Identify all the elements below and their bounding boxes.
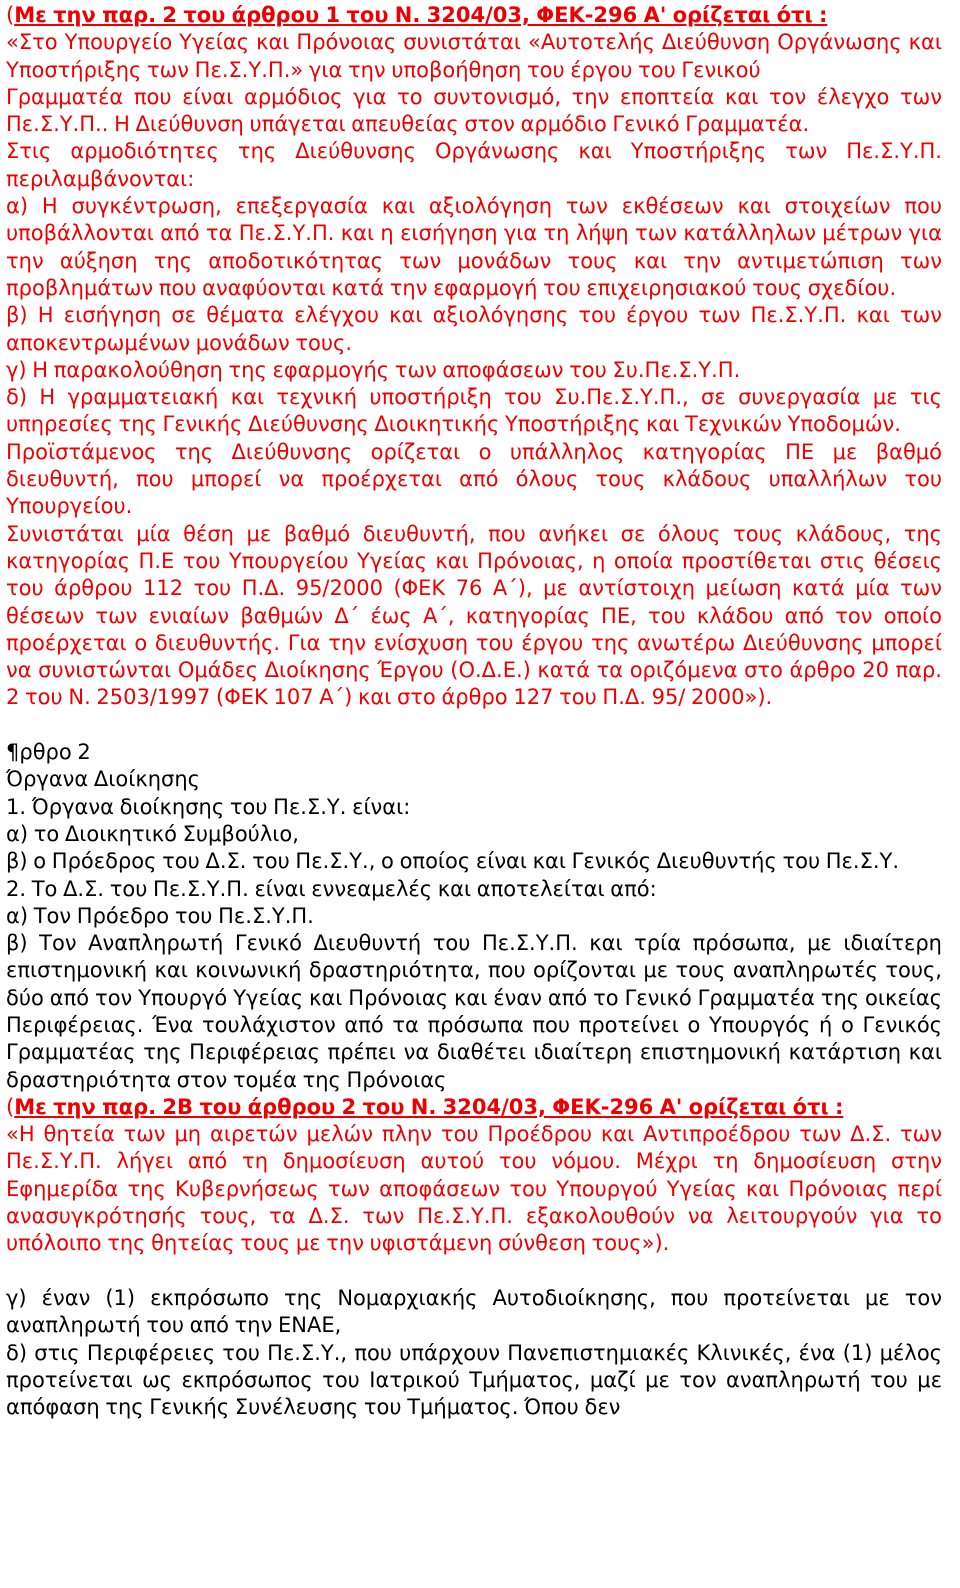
amendment-reference-1 (6, 2, 942, 29)
amendment-block-1 (6, 2, 942, 712)
list-item: γ) έναν (1) εκπρόσωπο της Νομαρχιακής Αυτοδιοίκησης, που προτείνεται με τον αναπληρωτή του από την ΕΝΑΕ, (6, 1285, 942, 1338)
list-item: 1. Όργανα διοίκησης του Πε.Σ.Υ. είναι: (6, 794, 411, 819)
amendment-reference-2 (6, 1094, 942, 1121)
list-item: α) Η συγκέντρωση, επεξεργασία και αξιολόγηση των εκθέσεων και στοιχείων που υποβάλλονται από τα Πε.Σ.Υ.Π. και η εισήγηση για τη λήψη των κατάλληλων μέτρων για την αύξηση της αποδοτικότητας των μονάδων τους και την αντιμετώπιση των προβλημάτων που αναφύονται κατά την εφαρμογή του επιχειρησιακού τους σχεδίου. (6, 194, 942, 300)
paragraph: Στις αρμοδιότητες της Διεύθυνσης Οργάνωσης και Υποστήριξης των Πε.Σ.Υ.Π. περιλαμβάνονται: (6, 139, 942, 191)
article-title: Όργανα Διοίκησης (6, 767, 200, 792)
amendment-block-2 (6, 1094, 942, 1258)
list-item: γ) Η παρακολούθηση της εφαρμογής των αποφάσεων του Συ.Πε.Σ.Υ.Π. (6, 357, 741, 382)
paragraph: «Στο Υπουργείο Υγείας και Πρόνοιας συνιστάται «Αυτοτελής Διεύθυνση Οργάνωσης και Υποστήριξης των Πε.Σ.Υ.Π.» για την υποβοήθηση του έργου του Γενικού (6, 30, 942, 82)
paragraph: Γραμματέα που είναι αρμόδιος για το συντονισμό, την εποπτεία και τον έλεγχο των Πε.Σ.Υ.Π.. Η Διεύθυνση υπάγεται απευθείας στον αρμόδιο Γενικό Γραμματέα. (6, 84, 942, 137)
list-item: δ) στις Περιφέρειες του Πε.Σ.Υ., που υπάρχουν Πανεπιστημιακές Κλινικές, ένα (1) μέλος προτείνεται ως εκπρόσωπος του Ιατρικού Τμήματος, μαζί με τον αναπληρωτή του με απόφαση της Γενικής Συνέλευσης του Τμήματος. Όπου δεν (6, 1340, 942, 1420)
list-item: β) Τον Αναπληρωτή Γενικό Διευθυντή του Πε.Σ.Υ.Π. και τρία πρόσωπα, με ιδιαίτερη επιστημονική και κοινωνική δραστηριότητα, που ορίζονται με τους αναπληρωτές τους, δύο από τον Υπουργό Υγείας και Πρόνοιας και έναν από το Γενικό Γραμματέα της οικείας Περιφέρειας. Ένα τουλάχιστον από τα πρόσωπα που προτείνει ο Υπουργός ή ο Γενικός Γραμματέας της Περιφέρειας πρέπει να διαθέτει ιδιαίτερη επιστημονική κατάρτιση και δραστηριότητα στον τομέα της Πρόνοιας (6, 931, 942, 1092)
paragraph: «Η θητεία των μη αιρετών μελών πλην του Προέδρου και Αντιπροέδρου των Δ.Σ. των Πε.Σ.Υ.Π. λήγει από τη δημοσίευση αυτού του νόμου. Μέχρι τη δημοσίευση στην Εφημερίδα της Κυβερνήσεως των αποφάσεων του Υπουργού Υγείας και Πρόνοιας περί ανασυγκρότησής τους, τα Δ.Σ. των Πε.Σ.Υ.Π. εξακολουθούν να λειτουργούν για το υπόλοιπο της θητείας τους με την υφιστάμενη σύνθεση τους»). (6, 1122, 942, 1256)
article-heading: ¶ρθρο 2 (6, 740, 91, 765)
article-2-continued (6, 1285, 942, 1421)
amendment-reference-link-1: Με την παρ. 2 του άρθρου 1 του Ν. 3204/03, ΦΕΚ-296 Α' ορίζεται ότι : (14, 3, 828, 27)
paragraph: Συνιστάται μία θέση με βαθμό διευθυντή, που ανήκει σε όλους τους κλάδους, της κατηγορίας Π.Ε του Υπουργείου Υγείας και Πρόνοιας, η οποία προστίθεται στις θέσεις του άρθρου 112 του Π.Δ. 95/2000 (ΦΕΚ 76 Α΄), με αντίστοιχη μείωση κατά μία των θέσεων των ενιαίων βαθμών Δ΄ έως Α΄, κατηγορίας ΠΕ, του κλάδου από τον οποίο προέρχεται ο διευθυντής. Για την ενίσχυση του έργου της ανωτέρω Διεύθυνσης μπορεί να συνιστώνται Ομάδες Διοίκησης Έργου (Ο.Δ.Ε.) κατά τα οριζόμενα στο άρθρο 20 παρ. 2 του Ν. 2503/1997 (ΦΕΚ 107 Α΄) και στο άρθρο 127 του Π.Δ. 95/ 2000»). (6, 521, 942, 710)
paragraph: Προϊστάμενος της Διεύθυνσης ορίζεται ο υπάλληλος κατηγορίας ΠΕ με βαθμό διευθυντή, που μπορεί να προέρχεται από όλους τους κλάδους υπαλλήλων του Υπουργείου. (6, 439, 942, 519)
blank-line (6, 712, 942, 739)
list-item: 2. Το Δ.Σ. του Πε.Σ.Υ.Π. είναι εννεαμελές και αποτελείται από: (6, 876, 657, 901)
list-item: δ) Η γραμματειακή και τεχνική υποστήριξη του Συ.Πε.Σ.Υ.Π., σε συνεργασία με τις υπηρεσίες της Γενικής Διεύθυνσης Διοικητικής Υποστήριξης και Τεχνικών Υποδομών. (6, 385, 942, 437)
open-paren: ( (6, 3, 15, 27)
list-item: β) Η εισήγηση σε θέματα ελέγχου και αξιολόγησης του έργου των Πε.Σ.Υ.Π. και των αποκεντρωμένων μονάδων τους. (6, 303, 942, 355)
blank-line (6, 1258, 942, 1285)
list-item: α) Τον Πρόεδρο του Πε.Σ.Υ.Π. (6, 903, 314, 928)
open-paren: ( (6, 1094, 15, 1119)
amendment-reference-link-2: Με την παρ. 2Β του άρθρου 2 του Ν. 3204/03, ΦΕΚ-296 Α' ορίζεται ότι : (14, 1094, 844, 1119)
list-item: β) ο Πρόεδρος του Δ.Σ. του Πε.Σ.Υ., ο οποίος είναι και Γενικός Διευθυντής του Πε.Σ.Υ. (6, 849, 900, 874)
article-2 (6, 739, 942, 1094)
list-item: α) το Διοικητικό Συμβούλιο, (6, 821, 299, 846)
